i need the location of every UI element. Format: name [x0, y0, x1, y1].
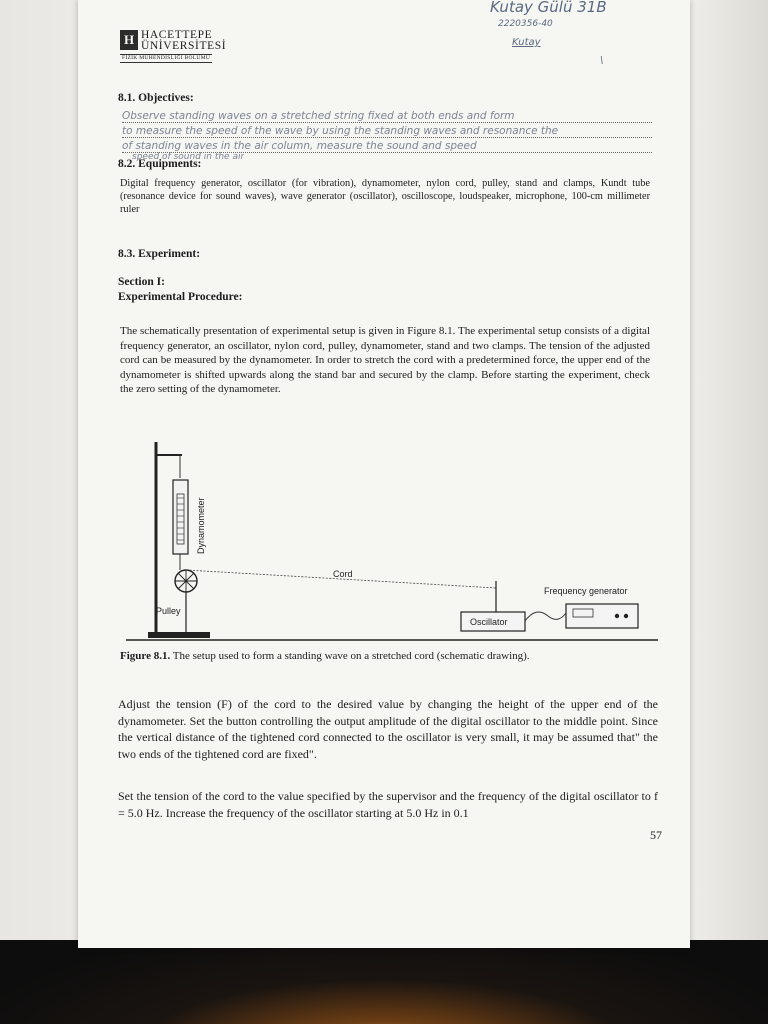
department-name: FİZİK MÜHENDİSLİĞİ BÖLÜMÜ — [122, 55, 211, 61]
setup-schematic-figure — [118, 438, 658, 646]
pulley-label: Pulley — [156, 606, 181, 616]
equipments-text: Digital frequency generator, oscillator (for vibration), dynamometer, nylon cord, pulley, stand and clamps, Kundt tube (resonance device for sound waves), wave generator (oscillator), oscilloscope, loudspeaker, microphone, 100-cm millimeter ruler — [120, 178, 650, 215]
procedure-heading: Experimental Procedure: — [118, 291, 243, 303]
handwritten-signature: Kutay — [512, 37, 541, 48]
handwritten-mark: \ — [600, 55, 604, 66]
section-heading: Section I: — [118, 276, 165, 288]
cord-label: Cord — [333, 569, 353, 579]
frequency-generator-label: Frequency generator — [544, 586, 628, 596]
figure-caption-text: The setup used to form a standing wave on a stretched cord (schematic drawing). — [170, 650, 530, 662]
dynamometer-body — [173, 480, 188, 554]
university-logo-mark: H — [120, 30, 138, 50]
oscillator-label: Oscillator — [470, 617, 508, 627]
background-bottom-shadow — [0, 940, 768, 1024]
experiment-heading: 8.3. Experiment: — [118, 248, 201, 260]
frequency-generator-knob-1 — [615, 614, 619, 618]
objectives-line-4: speed of sound in the air — [132, 152, 245, 162]
figure-caption-label: Figure 8.1. — [120, 650, 171, 662]
figure-caption — [120, 650, 660, 662]
objectives-line-3: of standing waves in the air column, measure the sound and speed — [122, 140, 652, 153]
dynamometer-label: Dynamometer — [196, 497, 206, 554]
objectives-line-1: Observe standing waves on a stretched string fixed at both ends and form — [122, 110, 652, 123]
oscillator-cable — [525, 612, 566, 621]
procedure-paragraph-2: Adjust the tension (F) of the cord to the desired value by changing the height of the upper end of the dynamometer. Set the button controlling the output amplitude of the digital oscillator to the middle point. Since the vertical distance of the tightened cord connected to the oscillator is very small, it may be assumed that" the two ends of the tightened cord are fixed". — [118, 697, 658, 761]
page-number: 57 — [650, 828, 662, 842]
handwritten-student-number: 2220356-40 — [498, 19, 553, 29]
university-name-line1: HACETTEPE — [141, 29, 213, 41]
document-page — [78, 0, 690, 948]
university-name-line2: ÜNİVERSİTESİ — [141, 40, 227, 52]
objectives-heading: 8.1. Objectives: — [118, 92, 194, 104]
procedure-paragraph-1: The schematically presentation of experimental setup is given in Figure 8.1. The experimental setup consists of a digital frequency generator, an oscillator, nylon cord, pulley, dynamometer, stand and two clamps. The tension of the adjusted cord can be measured by the dynamometer. In order to stretch the cord with a predetermined force, the upper end of the dynamometer is shifted upwards along the stand bar and secured by the clamp. Before starting the experiment, check the zero setting of the dynamometer. — [120, 325, 650, 395]
handwritten-student-name: Kutay Gülü 31B — [490, 0, 607, 16]
frequency-generator-knob-2 — [624, 614, 628, 618]
objectives-line-2: to measure the speed of the wave by using the standing waves and resonance the — [122, 125, 652, 138]
procedure-paragraph-3: Set the tension of the cord to the value specified by the supervisor and the frequency of the digital oscillator to f = 5.0 Hz. Increase the frequency of the oscillator starting at 5.0 Hz in 0.1 — [118, 789, 658, 820]
equipments-heading: 8.2. Equipments: — [118, 158, 202, 170]
